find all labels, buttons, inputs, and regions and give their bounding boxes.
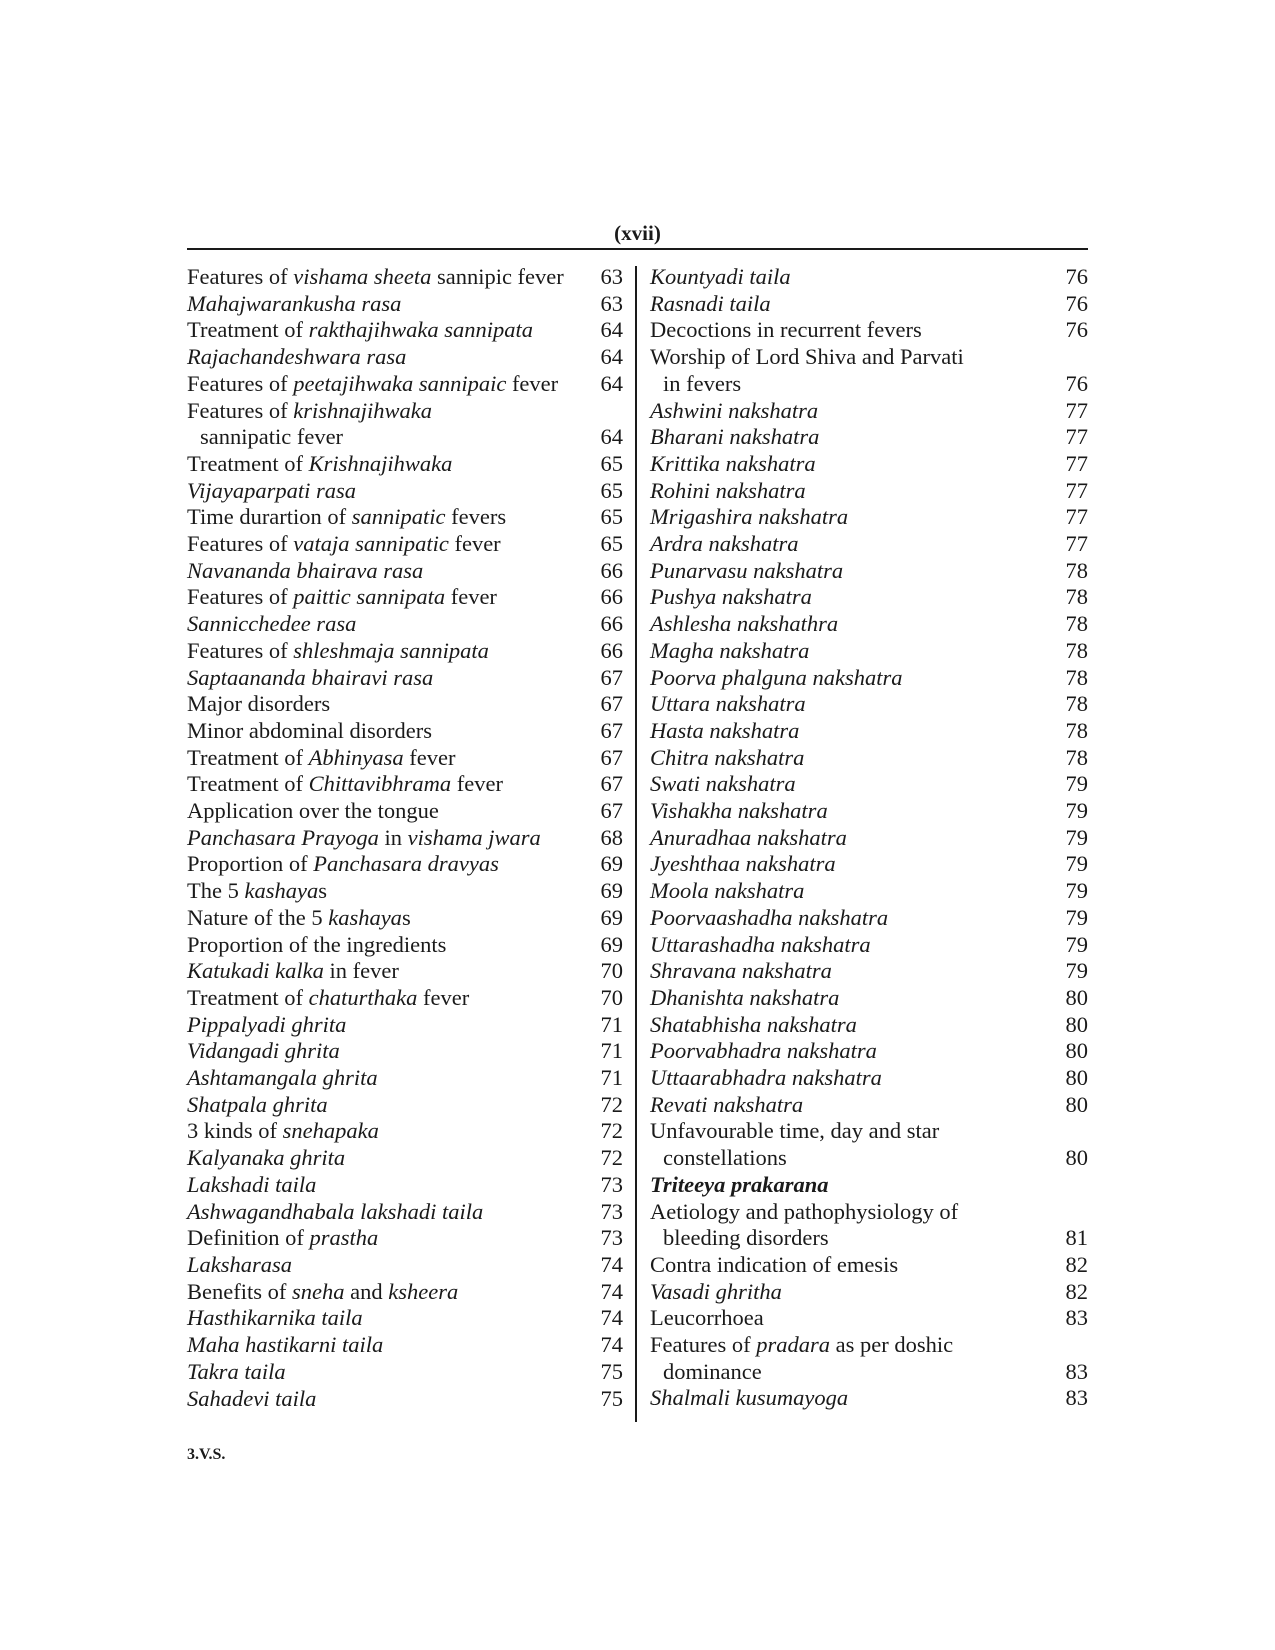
toc-entry-title: Nature of the 5 kashayas — [187, 904, 411, 930]
toc-entry-title: Revati nakshatra — [650, 1091, 804, 1117]
toc-entry-title: Swati nakshatra — [650, 771, 796, 797]
toc-entry-title: Ashlesha nakshathra — [650, 611, 839, 637]
toc-entry — [650, 1172, 1088, 1199]
toc-entry-title: Pushya nakshatra — [650, 584, 812, 610]
toc-entry-page: 72 — [600, 1145, 623, 1171]
toc-entry — [187, 558, 623, 585]
toc-entry-title: Proportion of Panchasara dravyas — [187, 851, 499, 877]
toc-entry — [650, 798, 1088, 825]
toc-entry-title: Krittika nakshatra — [650, 450, 816, 476]
toc-entry-title: Ashwini nakshatra — [650, 397, 819, 423]
toc-entry-title: Decoctions in recurrent fevers — [650, 317, 922, 343]
toc-entry-page: 66 — [600, 557, 623, 583]
toc-entry-title: Katukadi kalka in fever — [187, 958, 399, 984]
toc-entry — [650, 1199, 1088, 1252]
toc-entry-title: Features of pradara as per doshic dominance — [650, 1332, 954, 1384]
toc-entry-page: 74 — [600, 1305, 623, 1331]
toc-entry — [650, 1118, 1088, 1171]
toc-entry — [650, 745, 1088, 772]
toc-entry-title: Unfavourable time, day and star constellations — [650, 1118, 940, 1171]
toc-entry — [650, 1252, 1088, 1279]
toc-entry — [187, 1332, 623, 1359]
toc-entry-page: 77 — [1065, 477, 1088, 503]
toc-entry-page: 75 — [600, 1385, 623, 1411]
toc-entry-page: 78 — [1065, 664, 1088, 690]
toc-entry-page: 72 — [600, 1118, 623, 1144]
toc-entry-page: 79 — [1065, 798, 1088, 824]
toc-entry-title: Poorvabhadra nakshatra — [650, 1038, 877, 1064]
toc-entry-title: Proportion of the ingredients — [187, 931, 447, 957]
toc-entry — [187, 798, 623, 825]
toc-entry — [187, 1118, 623, 1145]
toc-entry — [650, 851, 1088, 878]
toc-entry-page: 78 — [1065, 637, 1088, 663]
toc-entry — [187, 691, 623, 718]
toc-entry-title: Benefits of sneha and ksheera — [187, 1278, 459, 1304]
toc-entry — [650, 1038, 1088, 1065]
toc-entry-page: 64 — [600, 344, 623, 370]
toc-entry-title: Features of shleshmaja sannipata — [187, 637, 489, 663]
toc-entry-title: 3 kinds of snehapaka — [187, 1118, 379, 1144]
toc-entry-title: Mahajwarankusha rasa — [187, 290, 402, 316]
toc-entry — [187, 851, 623, 878]
toc-entry-page: 71 — [600, 1011, 623, 1037]
toc-entry — [650, 932, 1088, 959]
toc-entry-title: Aetiology and pathophysiology of bleeding disorders — [650, 1198, 959, 1251]
toc-entry-title: Moola nakshatra — [650, 878, 805, 904]
toc-entry-page: 81 — [1065, 1225, 1088, 1251]
toc-entry-title: Kountyadi taila — [650, 264, 791, 289]
toc-entry — [650, 291, 1088, 318]
toc-entry-page: 67 — [600, 664, 623, 690]
toc-entry — [650, 531, 1088, 558]
toc-entry-page: 67 — [600, 771, 623, 797]
toc-entry — [650, 771, 1088, 798]
toc-entry-title: Anuradhaa nakshatra — [650, 824, 847, 850]
toc-entry-title: Panchasara Prayoga in vishama jwara — [187, 824, 541, 850]
toc-entry — [650, 451, 1088, 478]
toc-entry-title: Features of paittic sannipata fever — [187, 584, 497, 610]
toc-entry — [187, 1386, 623, 1413]
toc-entry-page: 74 — [600, 1278, 623, 1304]
toc-entry-title: Uttaarabhadra nakshatra — [650, 1065, 882, 1091]
toc-entry-page: 65 — [600, 531, 623, 557]
toc-entry — [650, 1065, 1088, 1092]
toc-entry-title: Application over the tongue — [187, 798, 439, 824]
toc-entry-title: Maha hastikarni taila — [187, 1332, 384, 1358]
toc-entry-page: 72 — [600, 1091, 623, 1117]
toc-entry — [187, 878, 623, 905]
toc-entry-title: Pippalyadi ghrita — [187, 1011, 347, 1037]
toc-entry — [187, 932, 623, 959]
toc-entry — [187, 1279, 623, 1306]
toc-entry-page: 71 — [600, 1038, 623, 1064]
toc-entry-page: 79 — [1065, 958, 1088, 984]
toc-entry-page: 63 — [600, 264, 623, 289]
toc-entry — [187, 665, 623, 692]
toc-entry — [650, 424, 1088, 451]
toc-entry-page: 63 — [600, 290, 623, 316]
toc-entry — [187, 1145, 623, 1172]
toc-entry-title: The 5 kashayas — [187, 878, 327, 904]
toc-entry-title: Magha nakshatra — [650, 637, 810, 663]
toc-entry-page: 79 — [1065, 851, 1088, 877]
toc-entry — [650, 905, 1088, 932]
toc-entry — [650, 1305, 1088, 1332]
toc-entry — [187, 344, 623, 371]
toc-entry-title: Chitra nakshatra — [650, 744, 805, 770]
toc-entry-page: 73 — [600, 1171, 623, 1197]
toc-entry-page: 74 — [600, 1252, 623, 1277]
toc-entry-page: 64 — [600, 424, 623, 450]
toc-entry — [187, 451, 623, 478]
toc-entry-title: Treatment of Chittavibhrama fever — [187, 771, 504, 797]
toc-entry — [187, 531, 623, 558]
toc-entry — [650, 691, 1088, 718]
toc-entry-page: 76 — [1065, 264, 1088, 289]
toc-entry-title: Mrigashira nakshatra — [650, 504, 849, 530]
toc-entry-page: 79 — [1065, 931, 1088, 957]
toc-entry-page: 73 — [600, 1225, 623, 1251]
toc-entry-page: 83 — [1065, 1385, 1088, 1411]
toc-entry-title: Lakshadi taila — [187, 1171, 317, 1197]
toc-left-column — [187, 264, 623, 1412]
toc-entry-page: 76 — [1065, 290, 1088, 316]
toc-entry-title: Treatment of Krishnajihwaka — [187, 450, 453, 476]
toc-entry — [187, 638, 623, 665]
toc-entry — [650, 558, 1088, 585]
toc-entry-title: Features of peetajihwaka sannipaic fever — [187, 370, 559, 396]
toc-entry-title: Rohini nakshatra — [650, 477, 806, 503]
toc-entry-title: Poorvaashadha nakshatra — [650, 904, 889, 930]
toc-entry — [187, 371, 623, 398]
footer-signature-mark: 3.V.S. — [187, 1446, 226, 1463]
toc-entry-page: 66 — [600, 611, 623, 637]
toc-entry-title: Contra indication of emesis — [650, 1251, 899, 1277]
toc-entry — [187, 1305, 623, 1332]
toc-entry — [187, 1172, 623, 1199]
toc-entry — [650, 478, 1088, 505]
toc-entry-page: 71 — [600, 1065, 623, 1091]
toc-entry-page: 67 — [600, 691, 623, 717]
toc-entry — [650, 825, 1088, 852]
toc-entry-page: 73 — [600, 1198, 623, 1224]
toc-entry — [187, 985, 623, 1012]
toc-entry — [187, 584, 623, 611]
column-divider — [635, 266, 637, 1422]
toc-entry-page: 65 — [600, 504, 623, 530]
toc-entry-title: Ardra nakshatra — [650, 531, 799, 557]
toc-entry-page: 77 — [1065, 424, 1088, 450]
toc-entry-page: 82 — [1065, 1251, 1088, 1277]
toc-entry-title: Ashtamangala ghrita — [187, 1065, 378, 1091]
toc-entry-page: 83 — [1065, 1305, 1088, 1331]
toc-entry-page: 65 — [600, 477, 623, 503]
toc-entry-page: 80 — [1065, 1038, 1088, 1064]
toc-entry-title: Worship of Lord Shiva and Parvati in fevers — [650, 344, 964, 396]
header-rule — [187, 248, 1088, 250]
toc-entry-page: 70 — [600, 984, 623, 1010]
toc-entry — [187, 1199, 623, 1226]
toc-entry-page: 68 — [600, 824, 623, 850]
toc-entry-page: 78 — [1065, 717, 1088, 743]
toc-entry-page: 83 — [1065, 1358, 1088, 1384]
toc-entry-title: Ashwagandhabala lakshadi taila — [187, 1198, 484, 1224]
toc-entry-page: 77 — [1065, 450, 1088, 476]
toc-entry — [187, 825, 623, 852]
toc-entry-title: Rasnadi taila — [650, 290, 771, 316]
toc-entry — [650, 878, 1088, 905]
toc-entry-page: 66 — [600, 637, 623, 663]
toc-entry-page: 69 — [600, 931, 623, 957]
toc-entry-title: Navananda bhairava rasa — [187, 557, 424, 583]
toc-entry — [650, 611, 1088, 638]
toc-entry-page: 64 — [600, 370, 623, 396]
toc-entry — [650, 1092, 1088, 1119]
toc-entry — [650, 344, 1088, 397]
toc-entry-page: 78 — [1065, 691, 1088, 717]
toc-entry-title: Takra taila — [187, 1358, 286, 1384]
toc-entry — [650, 398, 1088, 425]
toc-entry — [187, 398, 623, 451]
toc-entry-page: 67 — [600, 798, 623, 824]
toc-entry — [650, 718, 1088, 745]
toc-entry-title: Treatment of chaturthaka fever — [187, 984, 470, 1010]
page-number: (xvii) — [614, 221, 661, 245]
toc-entry-page: 66 — [600, 584, 623, 610]
toc-entry-title: Major disorders — [187, 691, 331, 717]
toc-entry-page: 80 — [1065, 1011, 1088, 1037]
toc-entry — [650, 958, 1088, 985]
toc-entry-title: Laksharasa — [187, 1252, 293, 1277]
toc-entry-title: Poorva phalguna nakshatra — [650, 664, 903, 690]
toc-entry — [187, 317, 623, 344]
toc-entry-page: 64 — [600, 317, 623, 343]
toc-entry-title: Treatment of rakthajihwaka sannipata — [187, 317, 534, 343]
toc-entry-page: 65 — [600, 450, 623, 476]
toc-entry — [650, 665, 1088, 692]
toc-entry-title: Dhanishta nakshatra — [650, 984, 840, 1010]
toc-entry-page: 79 — [1065, 878, 1088, 904]
toc-entry-page: 79 — [1065, 904, 1088, 930]
toc-entry — [187, 291, 623, 318]
toc-entry-title: Kalyanaka ghrita — [187, 1145, 346, 1171]
toc-entry-page: 76 — [1065, 370, 1088, 396]
toc-entry-title: Treatment of Abhinyasa fever — [187, 744, 456, 770]
toc-entry-page: 77 — [1065, 397, 1088, 423]
toc-entry — [187, 1359, 623, 1386]
toc-entry — [650, 1332, 1088, 1385]
toc-entry-page: 69 — [600, 851, 623, 877]
toc-entry — [650, 638, 1088, 665]
toc-entry-page: 70 — [600, 958, 623, 984]
toc-entry — [187, 1092, 623, 1119]
toc-entry — [650, 1385, 1088, 1412]
toc-entry-page: 79 — [1065, 771, 1088, 797]
toc-entry — [187, 1225, 623, 1252]
toc-entry — [187, 504, 623, 531]
toc-entry — [187, 1252, 623, 1279]
toc-entry — [187, 1065, 623, 1092]
toc-entry-title: Rajachandeshwara rasa — [187, 344, 407, 370]
toc-entry-title: Shalmali kusumayoga — [650, 1385, 849, 1411]
toc-entry-title: Triteeya prakarana — [650, 1171, 829, 1197]
toc-entry — [187, 1038, 623, 1065]
toc-entry-title: Uttara nakshatra — [650, 691, 806, 717]
toc-entry-page: 80 — [1065, 1091, 1088, 1117]
toc-entry-page: 80 — [1065, 1145, 1088, 1171]
toc-entry-page: 79 — [1065, 824, 1088, 850]
toc-entry-page: 77 — [1065, 504, 1088, 530]
toc-entry-page: 78 — [1065, 557, 1088, 583]
toc-entry-title: Vidangadi ghrita — [187, 1038, 340, 1064]
toc-entry — [187, 611, 623, 638]
toc-entry — [650, 504, 1088, 531]
toc-entry — [187, 478, 623, 505]
toc-entry-page: 69 — [600, 878, 623, 904]
toc-entry-title: Jyeshthaa nakshatra — [650, 851, 836, 877]
toc-entry-page: 67 — [600, 717, 623, 743]
toc-entry — [650, 985, 1088, 1012]
toc-entry-title: Shatabhisha nakshatra — [650, 1011, 857, 1037]
toc-entry-title: Sahadevi taila — [187, 1385, 317, 1411]
toc-entry — [650, 317, 1088, 344]
toc-entry — [650, 1012, 1088, 1039]
toc-entry-title: Shravana nakshatra — [650, 958, 832, 984]
toc-entry — [187, 771, 623, 798]
toc-entry-page: 74 — [600, 1332, 623, 1358]
toc-entry-title: Hasta nakshatra — [650, 717, 800, 743]
toc-entry — [650, 264, 1088, 291]
toc-entry-page: 76 — [1065, 317, 1088, 343]
toc-entry-page: 82 — [1065, 1278, 1088, 1304]
toc-entry-page: 78 — [1065, 584, 1088, 610]
toc-entry-page: 80 — [1065, 1065, 1088, 1091]
toc-entry — [187, 958, 623, 985]
toc-entry — [187, 1012, 623, 1039]
toc-entry-page: 80 — [1065, 984, 1088, 1010]
toc-entry-title: Minor abdominal disorders — [187, 717, 432, 743]
toc-entry-page: 75 — [600, 1358, 623, 1384]
toc-entry-title: Saptaananda bhairavi rasa — [187, 664, 434, 690]
toc-entry-page: 77 — [1065, 531, 1088, 557]
toc-entry-page: 67 — [600, 744, 623, 770]
toc-entry-page: 69 — [600, 904, 623, 930]
toc-entry-page: 78 — [1065, 611, 1088, 637]
toc-entry — [187, 718, 623, 745]
toc-right-column — [650, 264, 1088, 1412]
toc-entry-title: Time durartion of sannipatic fevers — [187, 504, 507, 530]
toc-entry-title: Vasadi ghritha — [650, 1278, 782, 1304]
toc-entry — [187, 905, 623, 932]
toc-entry-title: Bharani nakshatra — [650, 424, 820, 450]
toc-entry — [187, 745, 623, 772]
toc-entry — [650, 1279, 1088, 1306]
toc-entry-title: Hasthikarnika taila — [187, 1305, 363, 1331]
toc-entry — [187, 264, 623, 291]
toc-entry-title: Vijayaparpati rasa — [187, 477, 356, 503]
toc-entry-title: Features of vataja sannipatic fever — [187, 531, 501, 557]
toc-entry-title: Vishakha nakshatra — [650, 798, 828, 824]
toc-entry-title: Shatpala ghrita — [187, 1091, 328, 1117]
toc-entry — [650, 584, 1088, 611]
toc-entry-title: Uttarashadha nakshatra — [650, 931, 871, 957]
toc-entry-title: Sannicchedee rasa — [187, 611, 357, 637]
toc-entry-title: Punarvasu nakshatra — [650, 557, 844, 583]
toc-entry-title: Features of vishama sheeta sannipic fever — [187, 264, 564, 289]
toc-entry-title: Features of krishnajihwaka sannipatic fever — [187, 397, 432, 450]
toc-entry-page: 78 — [1065, 744, 1088, 770]
toc-entry-title: Definition of prastha — [187, 1225, 379, 1251]
toc-entry-title: Leucorrhoea — [650, 1305, 764, 1331]
